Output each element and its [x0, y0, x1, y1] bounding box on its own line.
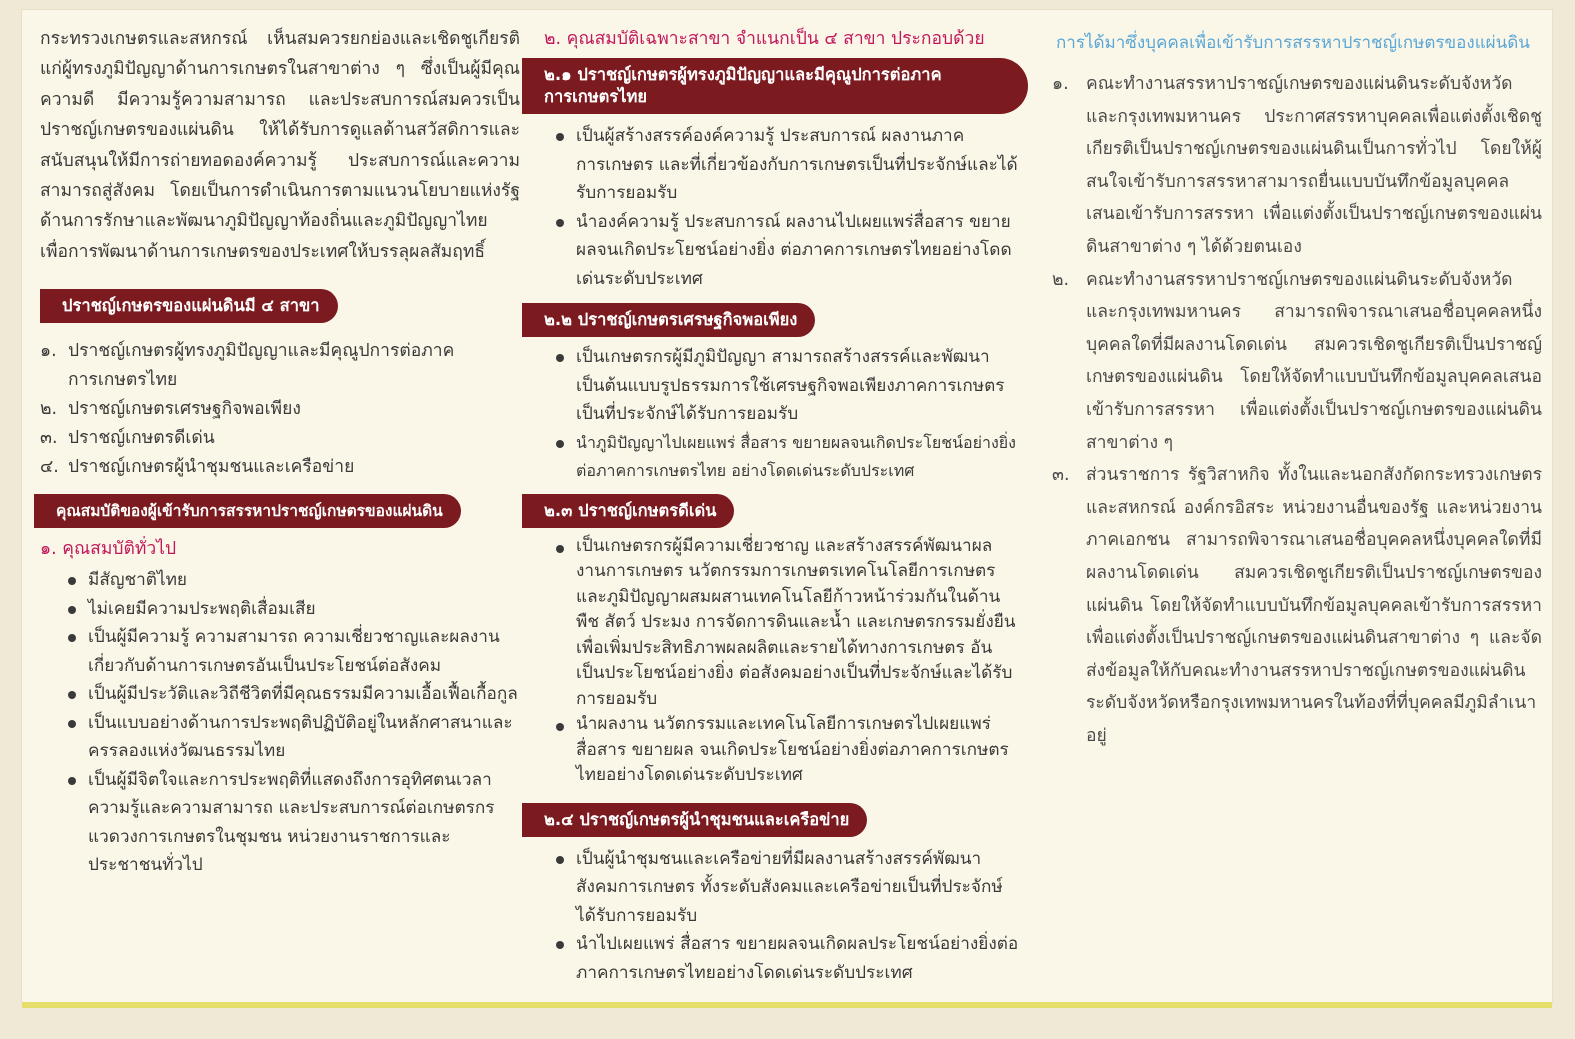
list-item: เป็นผู้มีความรู้ ความสามารถ ความเชี่ยวชาญและผลงานเกี่ยวกับด้านการเกษตรอันเป็นประโยชน์ต่อสังคม — [62, 623, 520, 680]
list-item: เป็นแบบอย่างด้านการประพฤติปฏิบัติอยู่ในหลักศาสนาและครรลองแห่งวัฒนธรรมไทย — [62, 709, 520, 766]
list-item: เป็นผู้มีประวัติและวิถีชีวิตที่มีคุณธรรมมีความเอื้อเฟื้อเกื้อกูล — [62, 680, 520, 709]
list-item: ๔. ปราชญ์เกษตรผู้นำชุมชนและเครือข่าย — [40, 457, 355, 478]
nomination-heading: การได้มาซึ่งบุคคลเพื่อเข้ารับการสรรหาปราชญ์เกษตรของแผ่นดิน — [1056, 33, 1530, 53]
list-item: ๓. ปราชญ์เกษตรดีเด่น — [40, 428, 215, 449]
column-1 — [40, 10, 520, 880]
list-item: ไม่เคยมีความประพฤติเสื่อมเสีย — [62, 595, 520, 624]
list-item: เป็นผู้นำชุมชนและเครือข่ายที่มีผลงานสร้างสรรค์พัฒนาสังคมการเกษตร ทั้งระดับสังคมและเครือข่ายเป็นที่ประจักษ์ได้รับการยอมรับ — [550, 845, 1020, 931]
specific-qualifications-heading: ๒. คุณสมบัติเฉพาะสาขา จำแนกเป็น ๔ สาขา ประกอบด้วย — [544, 29, 985, 49]
list-item: นำภูมิปัญญาไปเผยแพร่ สื่อสาร ขยายผลจนเกิดประโยชน์อย่างยิ่งต่อภาคการเกษตรไทย อย่างโดดเด่นระดับประเทศ — [550, 429, 1020, 486]
section-2-3-list — [550, 534, 1020, 789]
list-item: เป็นผู้สร้างสรรค์องค์ความรู้ ประสบการณ์ ผลงานภาคการเกษตร และที่เกี่ยวข้องกับการเกษตรเป็นที่ประจักษ์และได้รับการยอมรับ — [550, 122, 1020, 208]
list-item: มีสัญชาติไทย — [62, 566, 520, 595]
general-qualifications-heading: ๑. คุณสมบัติทั่วไป — [40, 539, 177, 560]
nomination-list — [1052, 68, 1542, 752]
list-item: เป็นเกษตรกรผู้มีภูมิปัญญา สามารถสร้างสรรค์และพัฒนาเป็นต้นแบบรูปธรรมการใช้เศรษฐกิจพอเพียงภาคการเกษตร เป็นที่ประจักษ์ได้รับการยอมรับ — [550, 343, 1020, 429]
general-qualifications-list — [62, 566, 520, 880]
list-item: ๑. ปราชญ์เกษตรผู้ทรงภูมิปัญญาและมีคุณูปการต่อภาคการเกษตรไทย — [40, 341, 455, 391]
qualifications-banner: คุณสมบัติของผู้เข้ารับการสรรหาปราชญ์เกษตรของแผ่นดิน — [34, 494, 461, 528]
list-item: ๒. คณะทำงานสรรหาปราชญ์เกษตรของแผ่นดินระดับจังหวัดและกรุงเทพมหานคร สามารถพิจารณาเสนอชื่อบุคคลหนึ่งบุคคลใดที่มีผลงานโดดเด่น สมควรเชิดชูเกียรติเป็นปราชญ์เกษตรของแผ่นดิน โดยให้จัดทำแบบบันทึกข้อมูลบุคคลเสนอเข้ารับการสรรหา เพื่อแต่งตั้งเป็นปราชญ์เกษตรของแผ่นดินสาขาต่าง ๆ — [1052, 269, 1542, 453]
section-2-2-list — [550, 343, 1020, 486]
section-2-4-list — [550, 845, 1020, 988]
section-2-1-list — [550, 122, 1020, 293]
list-item: ๑. คณะทำงานสรรหาปราชญ์เกษตรของแผ่นดินระดับจังหวัดและกรุงเทพมหานคร ประกาศสรรหาบุคคลเพื่อแต่งตั้งเชิดชูเกียรติเป็นปราชญ์เกษตรของแผ่นดินเป็นการทั่วไป โดยให้ผู้สนใจเข้ารับการสรรหาสามารถยื่นแบบบันทึกข้อมูลบุคคลเสนอเข้ารับการสรรหา เพื่อแต่งตั้งเป็นปราชญ์เกษตรของแผ่นดินสาขาต่าง ๆ ได้ด้วยตนเอง — [1052, 74, 1542, 257]
list-item: ๒. ปราชญ์เกษตรเศรษฐกิจพอเพียง — [40, 399, 301, 420]
section-2-1-banner: ๒.๑ ปราชญ์เกษตรผู้ทรงภูมิปัญญาและมีคุณูปการต่อภาคการเกษตรไทย — [522, 58, 1028, 114]
list-item: ๓. ส่วนราชการ รัฐวิสาหกิจ ทั้งในและนอกสังกัดกระทรวงเกษตรและสหกรณ์ องค์กรอิสระ หน่วยงานอื่นของรัฐ และหน่วยงานภาคเอกชน สามารถพิจารณาเสนอชื่อบุคคลหนึ่งบุคคลใดที่มีผลงานโดดเด่น สมควรเชิดชูเกียรติเป็นปราชญ์เกษตรของแผ่นดิน โดยให้จัดทำแบบบันทึกข้อมูลบุคคลเข้ารับการสรรหาเพื่อแต่งตั้งเป็นปราชญ์เกษตรของแผ่นดินสาขาต่าง ๆ และจัดส่งข้อมูลให้กับคณะทำงานสรรหาปราชญ์เกษตรของแผ่นดินระดับจังหวัดหรือกรุงเทพมหานครในท้องที่ที่บุคคลมีภูมิลำเนาอยู่ — [1052, 465, 1542, 746]
page-edge — [22, 1002, 1552, 1008]
section-2-4-banner: ๒.๔ ปราชญ์เกษตรผู้นำชุมชนและเครือข่าย — [522, 803, 867, 837]
column-2 — [522, 10, 1042, 987]
list-item: นำองค์ความรู้ ประสบการณ์ ผลงานไปเผยแพร่สื่อสาร ขยายผลจนเกิดประโยชน์อย่างยิ่ง ต่อภาคการเกษตรไทยอย่างโดดเด่นระดับประเทศ — [550, 208, 1020, 294]
branches-list — [40, 337, 520, 482]
intro-paragraph: กระทรวงเกษตรและสหกรณ์ เห็นสมควรยกย่องและเชิดชูเกียรติแก่ผู้ทรงภูมิปัญญาด้านการเกษตรในสาขาต่าง ๆ ซึ่งเป็นผู้มีคุณความดี มีความรู้ความสามารถ และประสบการณ์สมควรเป็นปราชญ์เกษตรของแผ่นดิน ให้ได้รับการดูแลด้านสวัสดิการและสนับสนุนให้มีการถ่ายทอดองค์ความรู้ ประสบการณ์และความสามารถสู่สังคม โดยเป็นการดำเนินการตามแนวนโยบายแห่งรัฐด้านการรักษาและพัฒนาภูมิปัญญาท้องถิ่นและภูมิปัญญาไทย เพื่อการพัฒนาด้านการเกษตรของประเทศให้บรรลุผลสัมฤทธิ์ — [40, 29, 520, 262]
section-2-3-banner: ๒.๓ ปราชญ์เกษตรดีเด่น — [522, 494, 734, 528]
brochure-page — [22, 10, 1552, 1002]
list-item: เป็นผู้มีจิตใจและการประพฤติที่แสดงถึงการอุทิศตนเวลา ความรู้และความสามารถ และประสบการณ์ต่อเกษตรกร แวดวงการเกษตรในชุมชน หน่วยงานราชการและประชาชนทั่วไป — [62, 766, 520, 880]
list-item: นำไปเผยแพร่ สื่อสาร ขยายผลจนเกิดผลประโยชน์อย่างยิ่งต่อภาคการเกษตรไทยอย่างโดดเด่นระดับประเทศ — [550, 930, 1020, 987]
column-3 — [1052, 10, 1542, 752]
branches-banner: ปราชญ์เกษตรของแผ่นดินมี ๔ สาขา — [40, 289, 338, 323]
section-2-2-banner: ๒.๒ ปราชญ์เกษตรเศรษฐกิจพอเพียง — [522, 303, 815, 337]
list-item: นำผลงาน นวัตกรรมและเทคโนโลยีการเกษตรไปเผยแพร่ สื่อสาร ขยายผล จนเกิดประโยชน์อย่างยิ่งต่อภาคการเกษตรไทยอย่างโดดเด่นระดับประเทศ — [550, 712, 1020, 789]
list-item: เป็นเกษตรกรผู้มีความเชี่ยวชาญ และสร้างสรรค์พัฒนาผลงานการเกษตร นวัตกรรมการเกษตรเทคโนโลยีการเกษตร และภูมิปัญญาผสมผสานเทคโนโลยีก้าวหน้าร่วมกันในด้านพืช สัตว์ ประมง การจัดการดินและน้ำ และเกษตรกรรมยั่งยืน เพื่อเพิ่มประสิทธิภาพผลผลิตและรายได้ทางการเกษตร อันเป็นประโยชน์อย่างยิ่ง ต่อสังคมอย่างเป็นที่ประจักษ์และได้รับการยอมรับ — [550, 534, 1020, 713]
